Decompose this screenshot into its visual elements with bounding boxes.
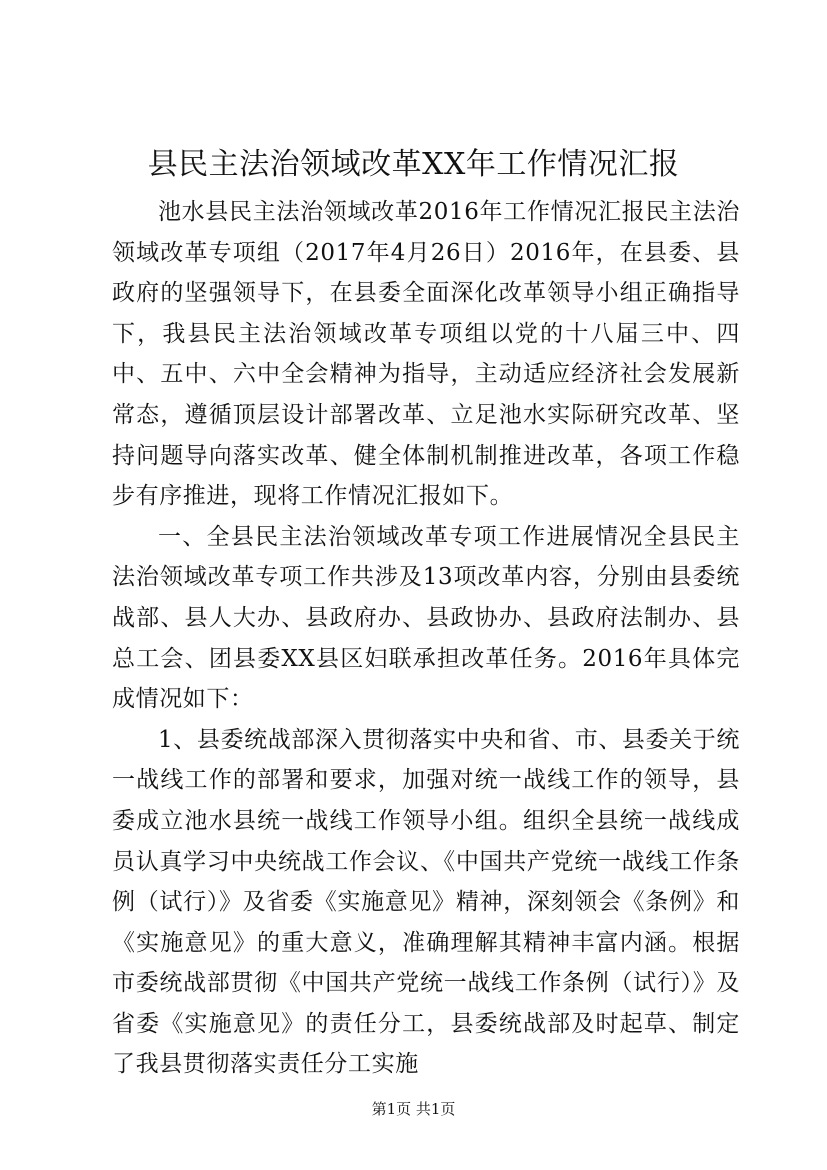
paragraph-intro: 池水县民主法治领域改革2016年工作情况汇报民主法治领域改革专项组（2017年4月26日）2016年，在县委、县政府的坚强领导下，在县委全面深化改革领导小组正确指导下，我县民主法治领域改革专项组以党的十八届三中、四中、五中、六中全会精神为指导，主动适应经济社会发展新常态，遵循顶层设计部署改革、立足池水实际研究改革、坚持问题导向落实改革、健全体制机制推进改革，各项工作稳步有序推进，现将工作情况汇报如下。 bbox=[112, 199, 740, 510]
paragraph-item-one: 1、县委统战部深入贯彻落实中央和省、市、县委关于统一战线工作的部署和要求，加强对统一战线工作的领导，县委成立池水县统一战线工作领导小组。组织全县统一战线成员认真学习中央统战工作会议、《中国共产党统一战线工作条例（试行）》及省委《实施意见》精神，深刻领会《条例》和《实施意见》的重大意义，准确理解其精神丰富内涵。根据市委统战部贯彻《中国共产党统一战线工作条例（试行）》及省委《实施意见》的责任分工，县委统战部及时起草、制定了我县贯彻落实责任分工实施 bbox=[112, 726, 740, 1078]
document-title: 县民主法治领域改革XX年工作情况汇报 bbox=[147, 147, 680, 182]
page-footer: 第1页 共1页 bbox=[371, 1100, 456, 1118]
paragraph-section-one: 一、全县民主法治领域改革专项工作进展情况全县民主法治领域改革专项工作共涉及13项改革内容，分别由县委统战部、县人大办、县政府办、县政协办、县政府法制办、县总工会、团县委XX县区妇联承担改革任务。2016年具体完成情况如下： bbox=[112, 523, 740, 713]
document-body bbox=[112, 192, 740, 1085]
